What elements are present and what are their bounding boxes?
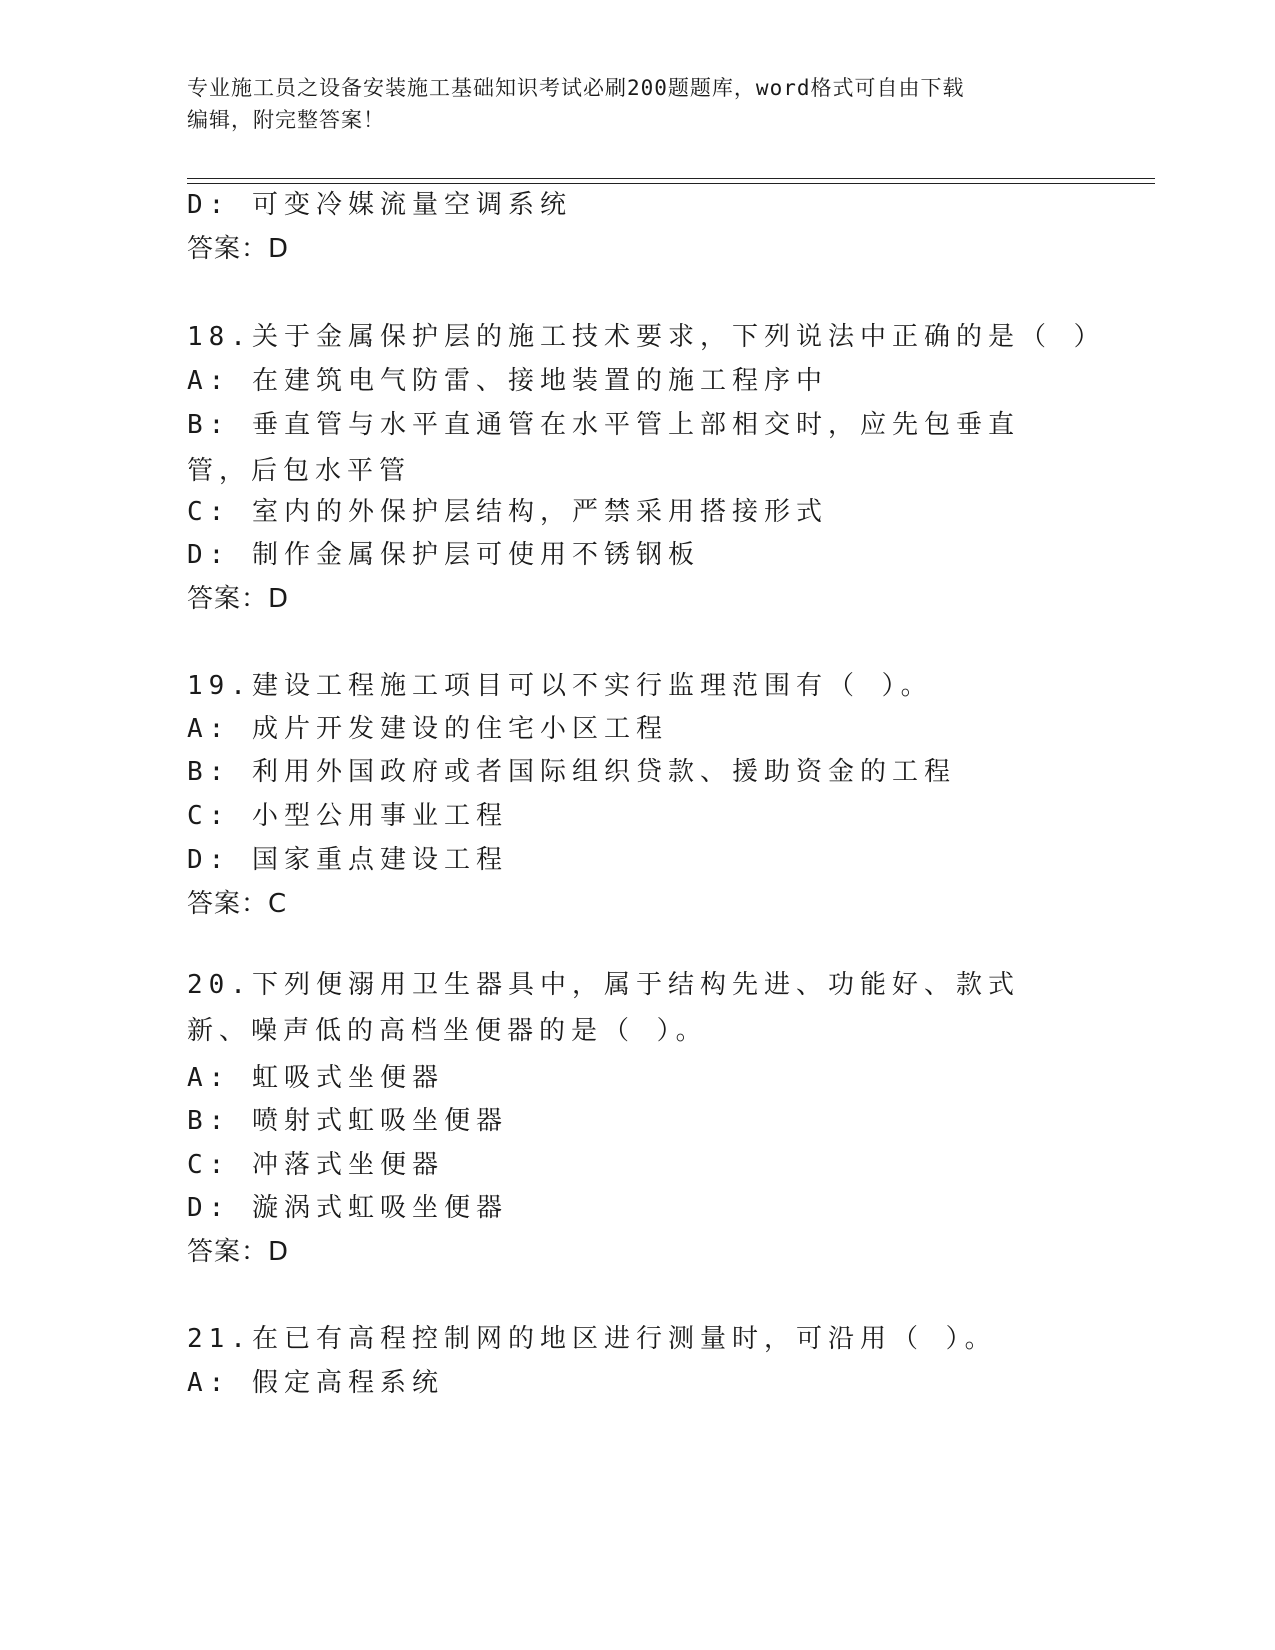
header-divider-top [187,178,1155,179]
q21-stem: 21.在已有高程控制网的地区进行测量时，可沿用（ ）。 [187,1324,997,1354]
q20-option-b: B: 喷射式虹吸坐便器 [187,1106,508,1136]
q19-stem: 19.建设工程施工项目可以不实行监理范围有（ ）。 [187,671,933,701]
q18-answer: 答案：D [187,584,290,614]
q18-option-c: C: 室内的外保护层结构，严禁采用搭接形式 [187,497,828,527]
q19-option-c: C: 小型公用事业工程 [187,801,508,831]
q19-option-d: D: 国家重点建设工程 [187,845,508,875]
q20-stem: 20.下列便溺用卫生器具中，属于结构先进、功能好、款式新、噪声低的高档坐便器的是（ ）。 [187,970,1020,1046]
q18-option-b: B: 垂直管与水平直通管在水平管上部相交时，应先包垂直管，后包水平管 [187,410,1020,486]
q17-answer: 答案：D [187,234,290,264]
q18-stem: 18.关于金属保护层的施工技术要求，下列说法中正确的是（ ） [187,322,1106,352]
q17-option-d: D: 可变冷媒流量空调系统 [187,190,572,220]
q20-option-c: C: 冲落式坐便器 [187,1150,444,1180]
q21-option-a: A: 假定高程系统 [187,1368,444,1398]
q20-option-d: D: 漩涡式虹吸坐便器 [187,1193,508,1223]
q19-option-b: B: 利用外国政府或者国际组织贷款、援助资金的工程 [187,757,956,787]
q20-option-a: A: 虹吸式坐便器 [187,1063,444,1093]
header-line-1: 专业施工员之设备安装施工基础知识考试必刷200题题库，word格式可自由下载 [187,76,965,100]
q18-option-d: D: 制作金属保护层可使用不锈钢板 [187,540,700,570]
q20-answer: 答案：D [187,1237,290,1267]
header-divider-bottom [187,183,1155,184]
header-line-2: 编辑，附完整答案！ [187,108,385,132]
q19-option-a: A: 成片开发建设的住宅小区工程 [187,714,668,744]
q18-option-a: A: 在建筑电气防雷、接地装置的施工程序中 [187,366,828,396]
q19-answer: 答案：C [187,889,288,919]
document-header [187,72,1087,136]
